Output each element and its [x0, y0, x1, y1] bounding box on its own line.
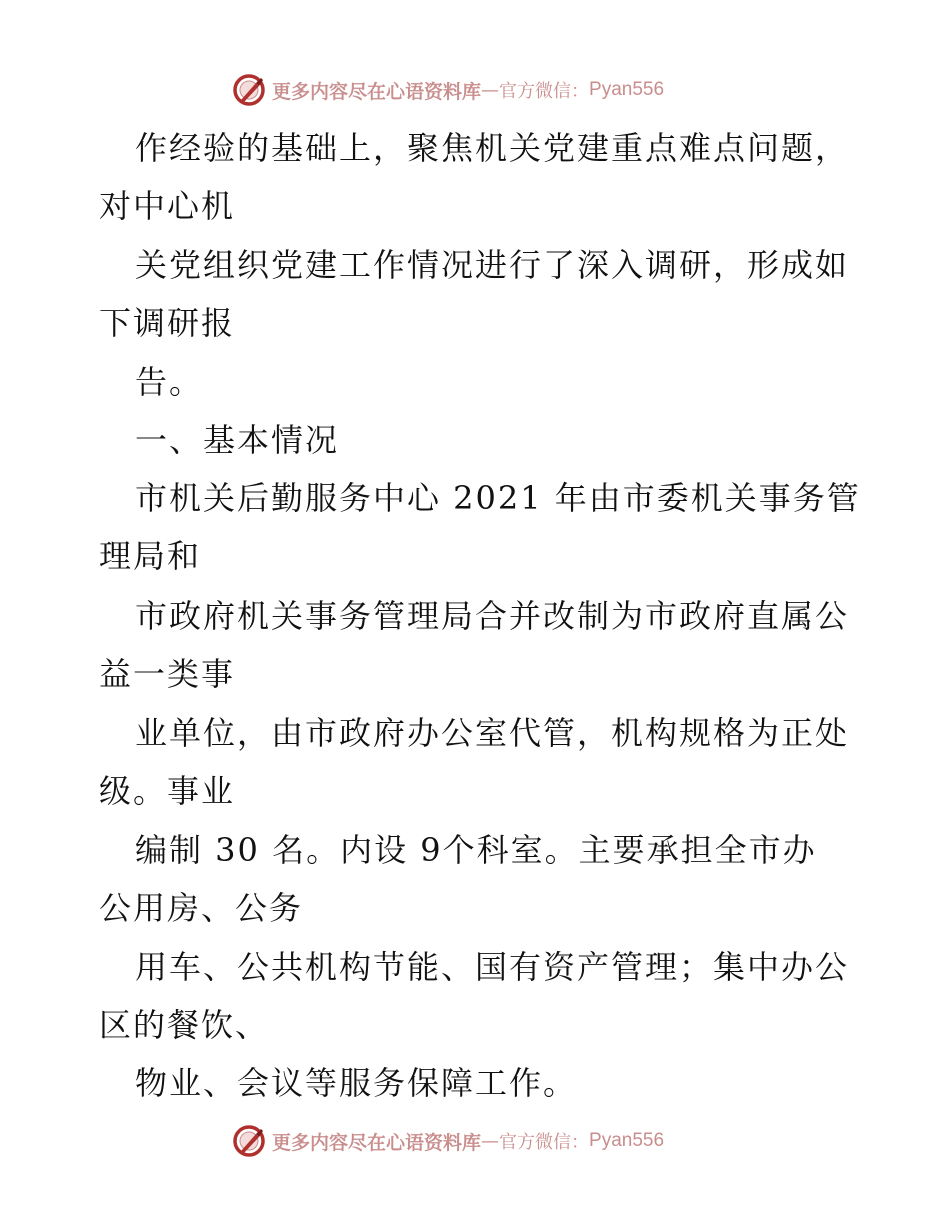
text-line: 作经验的基础上，聚焦机关党建重点难点问题，: [135, 129, 850, 167]
text-line: 告。: [135, 363, 204, 401]
text-line: 理局和: [99, 537, 202, 575]
watermark-title: 更多内容尽在心语资料库: [272, 80, 482, 103]
header-watermark: [232, 70, 664, 110]
text-line: 关党组织党建工作情况进行了深入调研，形成如: [135, 246, 850, 284]
text-line: 对中心机: [99, 187, 236, 225]
text-line: 业单位，由市政府办公室代管，机构规格为正处: [135, 714, 850, 752]
watermark-title: 更多内容尽在心语资料库: [272, 1131, 482, 1154]
text-line: 用车、公共机构节能、国有资产管理；集中办公: [135, 948, 850, 986]
text-line: 级。事业: [99, 772, 236, 810]
watermark-dash: —: [481, 1130, 500, 1152]
watermark-dash: —: [481, 79, 500, 101]
text-line: 区的餐饮、: [99, 1006, 270, 1044]
text-line: 编制 30 名。内设 9个科室。主要承担全市办: [135, 831, 817, 869]
text-line: 益一类事: [99, 655, 236, 693]
text-line: 公用房、公务: [99, 889, 304, 927]
text-line: 市机关后勤服务中心 2021 年由市委机关事务管: [135, 479, 861, 517]
text-line: 下调研报: [99, 304, 236, 342]
text-line: 物业、会议等服务保障工作。: [135, 1064, 578, 1102]
watermark-wechat-id: Pyan556: [589, 79, 665, 100]
footer-watermark: [232, 1121, 664, 1161]
watermark-wechat-id: Pyan556: [589, 1130, 665, 1151]
section-heading: 一、基本情况: [135, 421, 340, 459]
watermark-wechat-label: 官方微信：: [499, 81, 590, 102]
pen-logo-icon: [232, 73, 266, 107]
watermark-wechat-label: 官方微信：: [499, 1132, 590, 1153]
text-line: 市政府机关事务管理局合并改制为市政府直属公: [135, 597, 850, 635]
pen-logo-icon: [232, 1124, 266, 1158]
